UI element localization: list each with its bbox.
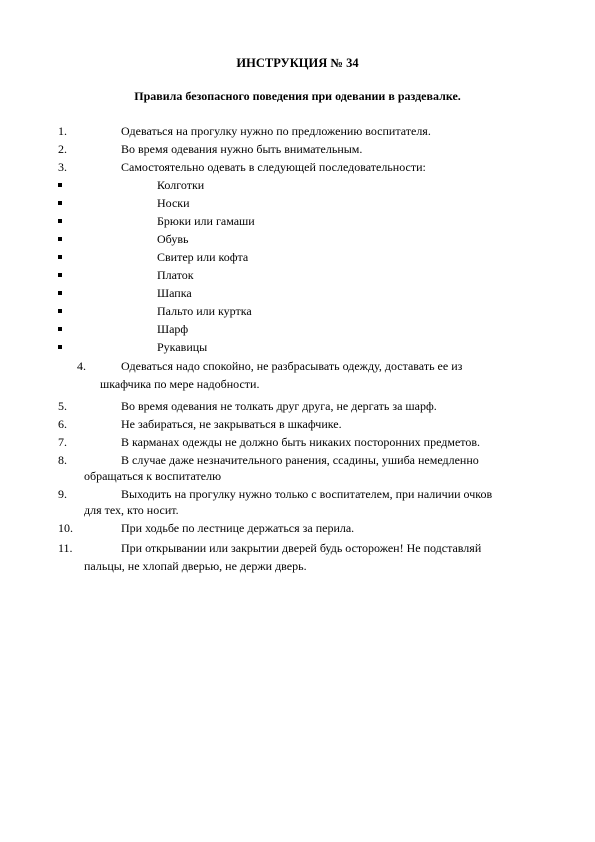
item-text-continuation: пальцы, не хлопай дверью, не держи дверь. — [84, 559, 307, 573]
sequence-item: Свитер или кофта — [157, 250, 249, 264]
bullet-marker — [58, 327, 62, 331]
item-number: 6. — [58, 417, 67, 431]
bullet-marker — [58, 255, 62, 259]
item-text: Самостоятельно одевать в следующей последовательности: — [121, 160, 426, 174]
sequence-item: Брюки или гамаши — [157, 214, 255, 228]
item-number: 8. — [58, 453, 67, 467]
bullet-marker — [58, 291, 62, 295]
bullet-marker — [58, 201, 62, 205]
item-text: При ходьбе по лестнице держаться за перила. — [121, 521, 355, 535]
sequence-item: Колготки — [157, 178, 205, 192]
item-text: Одеваться надо спокойно, не разбрасывать одежду, доставать ее из — [121, 359, 463, 373]
item-text: Одеваться на прогулку нужно по предложению воспитателя. — [121, 124, 431, 138]
sequence-item: Пальто или куртка — [157, 304, 252, 318]
bullet-marker — [58, 273, 62, 277]
item-text: В карманах одежды не должно быть никаких посторонних предметов. — [121, 435, 481, 449]
bullet-marker — [58, 237, 62, 241]
item-number: 9. — [58, 487, 67, 501]
bullet-marker — [58, 183, 62, 187]
sequence-item: Шарф — [157, 322, 189, 336]
sequence-item: Платок — [157, 268, 194, 282]
item-number: 11. — [58, 541, 73, 555]
sequence-item: Обувь — [157, 232, 189, 246]
item-text-continuation: обращаться к воспитателю — [84, 469, 222, 483]
sequence-item: Шапка — [157, 286, 192, 300]
item-number: 3. — [58, 160, 67, 174]
sequence-item: Рукавицы — [157, 340, 208, 354]
item-number: 5. — [58, 399, 67, 413]
item-text: Не забираться, не закрываться в шкафчике. — [121, 417, 342, 431]
item-text: В случае даже незначительного ранения, ссадины, ушиба немедленно — [121, 453, 479, 467]
item-number: 7. — [58, 435, 67, 449]
document-subtitle: Правила безопасного поведения при одевании в раздевалке. — [134, 89, 461, 103]
document-title: ИНСТРУКЦИЯ № 34 — [236, 56, 359, 70]
item-text-continuation: для тех, кто носит. — [84, 503, 179, 517]
item-text: Во время одевания нужно быть внимательным. — [121, 142, 363, 156]
item-number: 10. — [58, 521, 73, 535]
bullet-marker — [58, 309, 62, 313]
item-text: При открывании или закрытии дверей будь осторожен! Не подставляй — [121, 541, 482, 555]
item-number: 1. — [58, 124, 67, 138]
item-number: 2. — [58, 142, 67, 156]
sequence-item: Носки — [157, 196, 190, 210]
bullet-marker — [58, 345, 62, 349]
item-text-continuation: шкафчика по мере надобности. — [100, 377, 260, 391]
item-number: 4. — [77, 359, 86, 373]
item-text: Выходить на прогулку нужно только с воспитателем, при наличии очков — [121, 487, 493, 501]
bullet-marker — [58, 219, 62, 223]
item-text: Во время одевания не толкать друг друга, не дергать за шарф. — [121, 399, 437, 413]
